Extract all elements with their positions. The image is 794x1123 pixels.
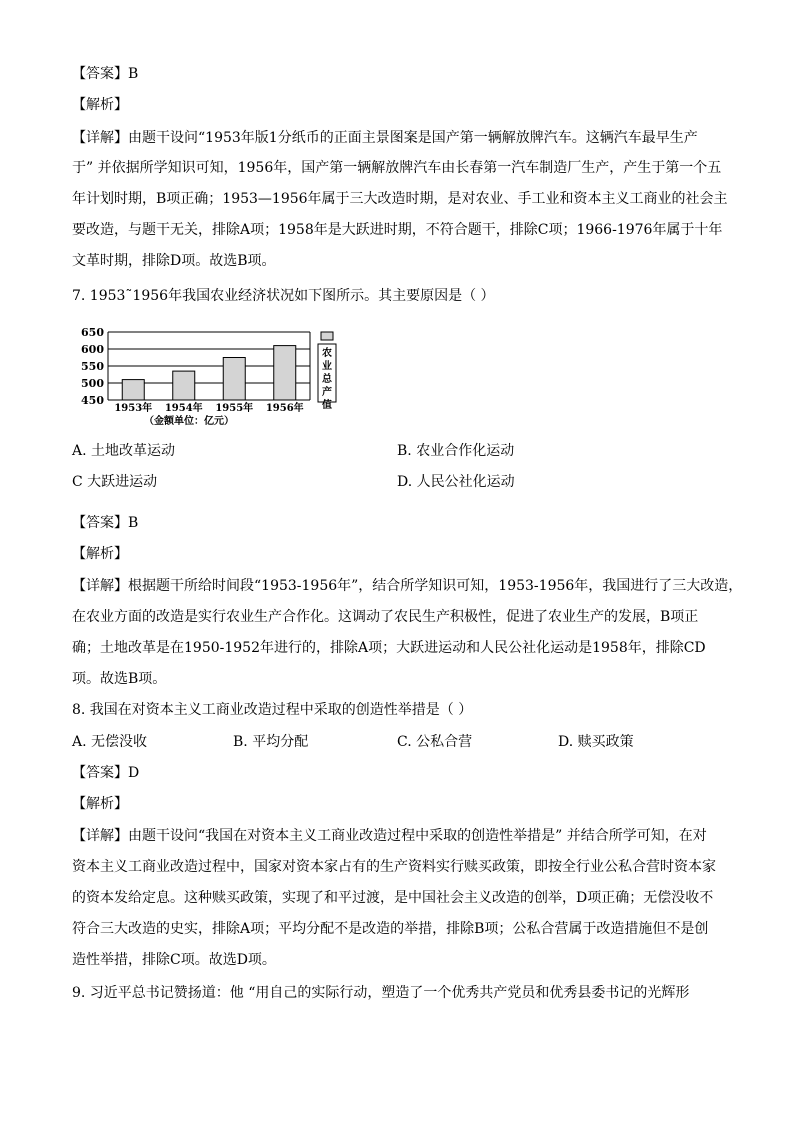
answer-value: B bbox=[128, 515, 139, 531]
q8-detail-line: 符合三大改造的史实，排除A项；平均分配不是改造的举措，排除B项；公私合营属于改造措施但不是创 bbox=[72, 921, 709, 937]
q7-detail-line: 【详解】根据题干所给时间段“1953-1956年”，结合所学知识可知，1953-1956年，我国进行了三大改造， bbox=[72, 578, 743, 594]
q7-option-d: D. 人民公社化运动 bbox=[397, 474, 515, 490]
x-tick-label: 1953年 bbox=[114, 403, 153, 414]
q8-stem: 8. 我国在对资本主义工商业改造过程中采取的创造性举措是（ ） bbox=[72, 702, 473, 718]
q8-detail-line: 【详解】由题干设问“我国在对资本主义工商业改造过程中采取的创造性举措是” 并结合所学可知，在对 bbox=[72, 828, 707, 844]
q7-answer bbox=[72, 513, 138, 533]
q8-option-c: C. 公私合营 bbox=[397, 734, 473, 750]
agriculture-output-chart bbox=[72, 322, 342, 434]
q6-answer bbox=[72, 64, 138, 84]
q8-analysis-label: 【解析】 bbox=[72, 796, 128, 812]
q7-detail-line: 确；土地改革是在1950-1952年进行的，排除A项；大跃进运动和人民公社化运动是1958年，排除CD bbox=[72, 640, 706, 656]
y-tick-label: 500 bbox=[81, 377, 104, 390]
q8-option-b: B. 平均分配 bbox=[233, 734, 309, 750]
bar bbox=[223, 358, 245, 401]
y-tick-label: 600 bbox=[81, 343, 104, 356]
answer-label: 【答案】 bbox=[72, 66, 128, 82]
y-tick-label: 550 bbox=[81, 360, 104, 373]
x-tick-label: 1955年 bbox=[215, 403, 254, 414]
unit-note: （金额单位：亿元） bbox=[144, 416, 234, 427]
q6-detail-line: 文革时期，排除D项。故选B项。 bbox=[72, 253, 276, 269]
q8-answer bbox=[72, 763, 139, 783]
q7-detail-line: 项。故选B项。 bbox=[72, 671, 167, 687]
q8-option-a: A. 无偿没收 bbox=[72, 734, 148, 750]
q7-stem: 7. 1953˜1956年我国农业经济状况如下图所示。其主要原因是（ ） bbox=[72, 288, 495, 304]
q8-option-d: D. 赎买政策 bbox=[558, 734, 634, 750]
answer-value: B bbox=[128, 66, 139, 82]
q7-option-b: B. 农业合作化运动 bbox=[397, 443, 515, 459]
bar bbox=[274, 346, 296, 400]
y-tick-label: 650 bbox=[81, 326, 104, 339]
q7-analysis-label: 【解析】 bbox=[72, 546, 128, 562]
q7-option-a: A. 土地改革运动 bbox=[72, 443, 176, 459]
answer-label: 【答案】 bbox=[72, 765, 128, 781]
q8-detail-line: 的资本发给定息。这种赎买政策，实现了和平过渡，是中国社会主义改造的创举，D项正确；无偿没收不 bbox=[72, 890, 714, 906]
answer-value: D bbox=[128, 765, 140, 781]
q6-detail-line: 于” 并依据所学知识可知，1956年，国产第一辆解放牌汽车由长春第一汽车制造厂生产，产生于第一个五 bbox=[72, 160, 722, 176]
bar bbox=[173, 371, 195, 400]
q6-detail-line: 【详解】由题干设问“1953年版1分纸币的正面主景图案是国产第一辆解放牌汽车。这辆汽车最早生产 bbox=[72, 130, 698, 146]
q7-detail-line: 在农业方面的改造是实行农业生产合作化。这调动了农民生产积极性，促进了农业生产的发展，B项正 bbox=[72, 609, 699, 625]
bar bbox=[122, 380, 144, 400]
q6-analysis-label: 【解析】 bbox=[72, 97, 128, 113]
x-tick-label: 1956年 bbox=[265, 403, 304, 414]
legend-swatch bbox=[321, 332, 333, 340]
q8-detail-line: 资本主义工商业改造过程中，国家对资本家占有的生产资料实行赎买政策，即按全行业公私合营时资本家 bbox=[72, 859, 716, 875]
q9-stem: 9. 习近平总书记赞扬道：他 “用自己的实际行动，塑造了一个优秀共产党员和优秀县委书记的光辉形 bbox=[72, 985, 690, 1001]
q6-detail-line: 年计划时期，B项正确；1953—1956年属于三大改造时期，是对农业、手工业和资本主义工商业的社会主 bbox=[72, 191, 728, 207]
y-tick-label: 450 bbox=[81, 394, 104, 407]
answer-label: 【答案】 bbox=[72, 515, 128, 531]
legend-label: 农业总产值 bbox=[322, 348, 332, 411]
q8-detail-line: 造性举措，排除C项。故选D项。 bbox=[72, 952, 276, 968]
q7-option-c: C 大跃进运动 bbox=[72, 474, 158, 490]
q6-detail-line: 要改造，与题干无关，排除A项；1958年是大跃进时期，不符合题干，排除C项；1966-1976年属于十年 bbox=[72, 222, 723, 238]
x-tick-label: 1954年 bbox=[164, 403, 203, 414]
